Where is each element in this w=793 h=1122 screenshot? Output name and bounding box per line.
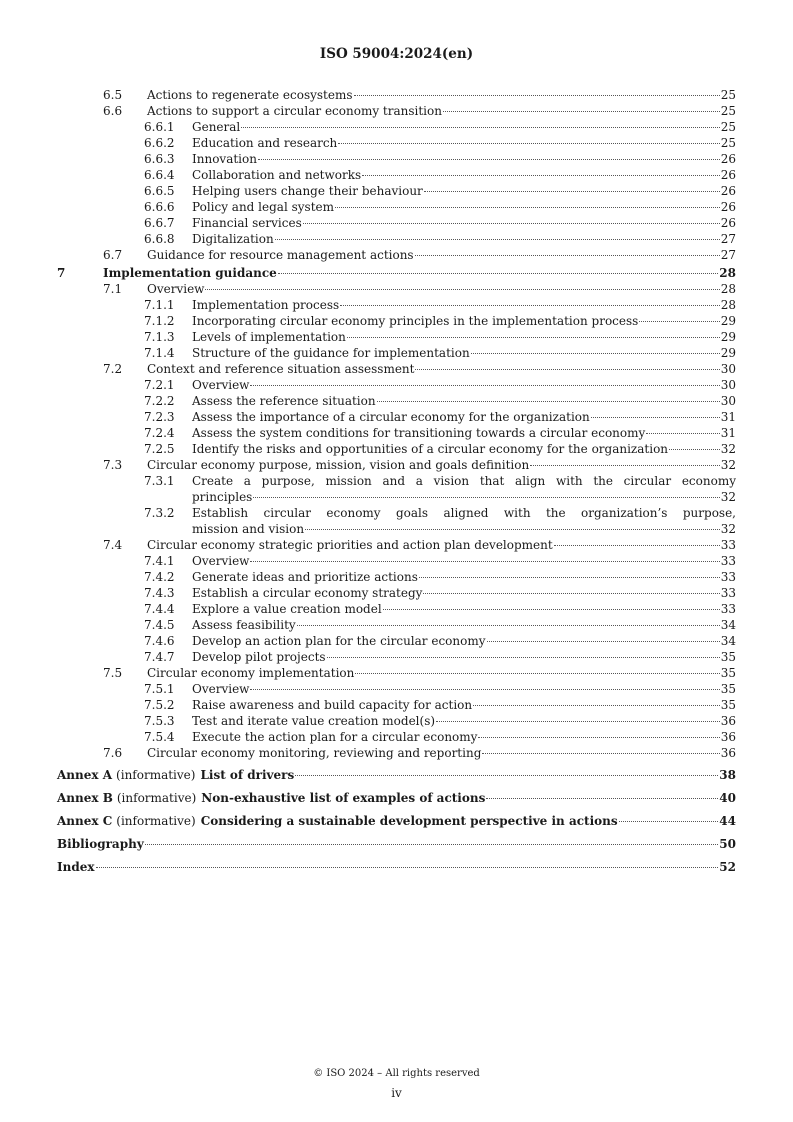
toc-entry-text [192, 151, 736, 167]
toc-entry[interactable] [0, 425, 793, 441]
dot-leader [362, 175, 720, 176]
toc-entry-number: 7.4.1 [144, 554, 175, 568]
toc-annex-entry[interactable] [0, 813, 793, 829]
toc-entry-number: 7.4.4 [144, 602, 175, 616]
toc-entry[interactable] [0, 247, 793, 263]
toc-entry[interactable] [0, 329, 793, 345]
toc-entry-title: Actions to support a circular economy transition [147, 104, 442, 118]
toc-entry[interactable] [0, 135, 793, 151]
toc-entry[interactable] [0, 297, 793, 313]
toc-entry-page: 28 [720, 298, 736, 312]
toc-entry-page: 27 [720, 232, 736, 246]
toc-entry-text [192, 135, 736, 151]
toc-entry[interactable] [0, 601, 793, 617]
toc-entry-title: Circular economy strategic priorities and action plan development [147, 538, 553, 552]
dot-leader [377, 401, 720, 402]
toc-entry-text [192, 569, 736, 585]
toc-entry-continuation [192, 489, 736, 505]
toc-entry-page: 30 [720, 394, 736, 408]
toc-entry-text [192, 473, 736, 505]
toc-entry-title: Establish a circular economy strategy [192, 586, 423, 600]
toc-entry-number: 6.7 [103, 248, 123, 262]
dot-leader [335, 207, 720, 208]
dot-leader [295, 775, 718, 776]
toc-entry-title-continued: principles [192, 490, 253, 504]
dot-leader [303, 223, 720, 224]
toc-entry[interactable] [0, 377, 793, 393]
toc-entry[interactable] [0, 361, 793, 377]
toc-backmatter-entry[interactable] [0, 859, 793, 875]
toc-entry-number: 7.2.3 [144, 410, 175, 424]
toc-entry-title: Develop pilot projects [192, 650, 326, 664]
toc-entry-number: 7.3.1 [144, 474, 175, 488]
dot-leader [443, 111, 720, 112]
dot-leader [258, 159, 720, 160]
dot-leader [419, 577, 720, 578]
footer-copyright: © ISO 2024 – All rights reserved [313, 1068, 480, 1079]
toc-entry-text [192, 231, 736, 247]
toc-entry[interactable] [0, 681, 793, 697]
toc-entry-number: 7.3 [103, 458, 123, 472]
dot-leader [347, 337, 720, 338]
dot-leader [355, 673, 719, 674]
document-header: ISO 59004:2024(en) [319, 46, 474, 62]
toc-entry-text [192, 425, 736, 441]
toc-entry-page: 26 [720, 200, 736, 214]
dot-leader [275, 239, 720, 240]
dot-leader [415, 369, 719, 370]
dot-leader [471, 353, 720, 354]
toc-entry[interactable] [0, 553, 793, 569]
toc-entry-text [192, 409, 736, 425]
toc-entry-title: Education and research [192, 136, 338, 150]
toc-entry-title: Execute the action plan for a circular economy [192, 730, 478, 744]
dot-leader [423, 593, 719, 594]
toc-entry-number: 7.5.3 [144, 714, 175, 728]
toc-entry-text [57, 836, 736, 852]
toc-entry-title: Explore a value creation model [192, 602, 382, 616]
toc-entry-page: 33 [720, 586, 736, 600]
toc-entry-text [57, 859, 736, 875]
dot-leader [415, 255, 720, 256]
toc-entry-number: 7.4.6 [144, 634, 175, 648]
toc-entry-page: 35 [720, 698, 736, 712]
toc-entry[interactable] [0, 617, 793, 633]
toc-entry[interactable] [0, 345, 793, 361]
toc-entry-title: Develop an action plan for the circular economy [192, 634, 486, 648]
toc-entry[interactable] [0, 393, 793, 409]
toc-entry-title: Index [57, 860, 95, 874]
toc-entry-page: 26 [720, 168, 736, 182]
toc-entry-page: 26 [720, 152, 736, 166]
toc-entry-number: 6.6.1 [144, 120, 175, 134]
toc-entry[interactable] [0, 119, 793, 135]
toc-entry-text [192, 199, 736, 215]
toc-entry[interactable] [0, 199, 793, 215]
toc-entry-page: 29 [720, 314, 736, 328]
annex-note: (informative) [116, 791, 197, 805]
toc-entry-number: 7.1.2 [144, 314, 175, 328]
toc-entry-number: 7.1.1 [144, 298, 175, 312]
toc-entry-title: Assess the system conditions for transitioning towards a circular economy [192, 426, 646, 440]
toc-entry-number: 6.6.5 [144, 184, 175, 198]
toc-entry-title: Innovation [192, 152, 257, 166]
toc-entry-title: Policy and legal system [192, 200, 335, 214]
toc-entry-title: Establish circular economy goals aligned with the organization’s purpose, [192, 506, 736, 520]
toc-entry-title-continued: mission and vision [192, 522, 305, 536]
toc-entry-page: 28 [720, 282, 736, 296]
toc-entry-title: General [192, 120, 241, 134]
toc-entry-title: Test and iterate value creation model(s) [192, 714, 436, 728]
toc-entry-number: 7.3.2 [144, 506, 175, 520]
toc-entry-title: Implementation guidance [103, 266, 277, 280]
toc-entry[interactable] [0, 167, 793, 183]
annex-title: Non-exhaustive list of examples of actions [201, 791, 486, 805]
toc-entry-text [192, 345, 736, 361]
toc-entry-number: 7.1.3 [144, 330, 175, 344]
toc-entry[interactable] [0, 473, 793, 505]
dot-leader [478, 737, 719, 738]
toc-entry-page: 40 [719, 791, 736, 805]
footer-page-number: iv [391, 1086, 402, 1100]
toc-entry-title: Identify the risks and opportunities of a circular economy for the organization [192, 442, 669, 456]
toc-entry-page: 29 [720, 330, 736, 344]
dot-leader [619, 821, 719, 822]
toc-entry[interactable] [0, 697, 793, 713]
toc-entry-number: 6.6.6 [144, 200, 175, 214]
dot-leader [250, 385, 719, 386]
toc-entry[interactable] [0, 231, 793, 247]
toc-entry-title: Overview [147, 282, 205, 296]
toc-entry-text [147, 537, 736, 553]
toc-entry-number: 7.5.1 [144, 682, 175, 696]
toc-entry-number: 7.2.4 [144, 426, 175, 440]
toc-entry[interactable] [0, 409, 793, 425]
dot-leader [145, 844, 719, 845]
toc-entry-text [147, 103, 736, 119]
toc-entry-number: 7.6 [103, 746, 123, 760]
toc-entry-number: 7.4.2 [144, 570, 175, 584]
toc-entry-page: 33 [720, 538, 736, 552]
toc-entry-title: Overview [192, 554, 250, 568]
toc-entry-text [192, 329, 736, 345]
toc-entry-title: Structure of the guidance for implementation [192, 346, 470, 360]
dot-leader [250, 561, 719, 562]
toc-entry-text [192, 681, 736, 697]
toc-entry-page: 25 [720, 136, 736, 150]
toc-entry-number: 7.2.5 [144, 442, 175, 456]
toc-entry-text [57, 813, 736, 829]
toc-entry[interactable] [0, 745, 793, 761]
toc-entry-title: Create a purpose, mission and a vision that align with the circular economy [192, 474, 736, 488]
toc-entry-title: Incorporating circular economy principles in the implementation process [192, 314, 639, 328]
annex-label: Annex B [57, 791, 113, 805]
toc-entry-text [192, 649, 736, 665]
toc-entry-number: 6.6.2 [144, 136, 175, 150]
toc-entry-title: Circular economy monitoring, reviewing and reporting [147, 746, 482, 760]
toc-entry-number: 7.5.2 [144, 698, 175, 712]
toc-entry-page: 25 [720, 88, 736, 102]
toc-entry-title: Assess the reference situation [192, 394, 376, 408]
toc-entry-number: 6.6 [103, 104, 123, 118]
toc-entry-text [192, 297, 736, 313]
toc-entry-text [192, 553, 736, 569]
toc-entry-number: 7 [57, 266, 66, 280]
toc-entry-number: 7.2.1 [144, 378, 175, 392]
toc-entry-title: Guidance for resource management actions [147, 248, 414, 262]
toc-entry-page: 34 [720, 618, 736, 632]
dot-leader [338, 143, 719, 144]
dot-leader [305, 529, 720, 530]
toc-entry-page: 25 [720, 104, 736, 118]
toc-entry-number: 7.1.4 [144, 346, 175, 360]
toc-entry-title: Overview [192, 682, 250, 696]
toc-annex-entry[interactable] [0, 767, 793, 783]
toc-entry[interactable] [0, 215, 793, 231]
toc-entry-number: 7.5.4 [144, 730, 175, 744]
toc-entry-page: 36 [720, 730, 736, 744]
toc-entry[interactable] [0, 457, 793, 473]
toc-entry[interactable] [0, 281, 793, 297]
toc-entry-number: 7.2.2 [144, 394, 175, 408]
toc-entry-text [147, 281, 736, 297]
toc-entry-title: Assess the importance of a circular economy for the organization [192, 410, 590, 424]
toc-entry[interactable] [0, 87, 793, 103]
toc-entry-page: 31 [720, 426, 736, 440]
toc-entry-title: Circular economy implementation [147, 666, 355, 680]
toc-entry-page: 26 [720, 184, 736, 198]
toc-entry-text [103, 265, 736, 281]
toc-entry[interactable] [0, 265, 793, 281]
toc-entry-title: Levels of implementation [192, 330, 346, 344]
toc-entry-text [192, 215, 736, 231]
toc-entry[interactable] [0, 713, 793, 729]
toc-entry-text [57, 767, 736, 783]
toc-entry[interactable] [0, 665, 793, 681]
annex-note: (informative) [116, 768, 196, 782]
toc-entry-text [192, 713, 736, 729]
toc-entry[interactable] [0, 569, 793, 585]
toc-entry-page: 50 [719, 837, 736, 851]
toc-entry-text [147, 247, 736, 263]
toc-entry-title: Overview [192, 378, 250, 392]
dot-leader [354, 95, 720, 96]
toc-entry-text [192, 697, 736, 713]
toc-entry-title: Digitalization [192, 232, 274, 246]
toc-entry[interactable] [0, 585, 793, 601]
toc-entry-title: Financial services [192, 216, 302, 230]
toc-entry-title: Circular economy purpose, mission, vision and goals definition [147, 458, 530, 472]
toc-entry-page: 35 [720, 666, 736, 680]
toc-entry[interactable] [0, 649, 793, 665]
toc-entry[interactable] [0, 729, 793, 745]
dot-leader [482, 753, 719, 754]
toc-entry-continuation [192, 521, 736, 537]
toc-entry[interactable] [0, 103, 793, 119]
toc-entry-page: 52 [719, 860, 736, 874]
dot-leader [486, 798, 718, 799]
toc-entry-text [192, 119, 736, 135]
toc-entry-text [147, 361, 736, 377]
toc-entry-page: 32 [720, 442, 736, 456]
annex-label: Annex C [57, 814, 113, 828]
toc-entry-page: 36 [720, 714, 736, 728]
toc-entry[interactable] [0, 633, 793, 649]
toc-entry-title: Collaboration and networks [192, 168, 362, 182]
toc-annex-entry[interactable] [0, 790, 793, 806]
toc-entry-title: Raise awareness and build capacity for action [192, 698, 473, 712]
dot-leader [327, 657, 720, 658]
dot-leader [639, 321, 719, 322]
toc-entry-page: 38 [719, 768, 736, 782]
toc-entry-text [147, 745, 736, 761]
annex-title: Considering a sustainable development perspective in actions [200, 814, 618, 828]
toc-entry-title: Actions to regenerate ecosystems [147, 88, 353, 102]
toc-entry-number: 7.4.7 [144, 650, 175, 664]
dot-leader [424, 191, 720, 192]
toc-entry-number: 7.1 [103, 282, 123, 296]
toc-entry-number: 7.4.5 [144, 618, 175, 632]
toc-entry-text [192, 617, 736, 633]
dot-leader [473, 705, 720, 706]
dot-leader [591, 417, 720, 418]
toc-entry-text [192, 505, 736, 537]
dot-leader [554, 545, 720, 546]
toc-entry-text [192, 441, 736, 457]
annex-note: (informative) [116, 814, 196, 828]
toc-entry-text [192, 167, 736, 183]
toc-entry-page: 27 [720, 248, 736, 262]
toc-entry-page: 32 [720, 490, 736, 504]
toc-entry-page: 29 [720, 346, 736, 360]
toc-entry-text [192, 585, 736, 601]
toc-entry-title: Generate ideas and prioritize actions [192, 570, 418, 584]
toc-entry-page: 31 [720, 410, 736, 424]
toc-entry-page: 36 [720, 746, 736, 760]
toc-entry-page: 33 [720, 570, 736, 584]
toc-entry-page: 44 [719, 814, 736, 828]
toc-entry[interactable] [0, 505, 793, 537]
toc-entry-page: 26 [720, 216, 736, 230]
toc-entry-page: 28 [719, 266, 736, 280]
toc-backmatter-entry[interactable] [0, 836, 793, 852]
toc-entry-page: 34 [720, 634, 736, 648]
toc-entry[interactable] [0, 441, 793, 457]
toc-entry-number: 6.6.7 [144, 216, 175, 230]
toc-entry-number: 6.6.3 [144, 152, 175, 166]
toc-entry-number: 6.6.4 [144, 168, 175, 182]
dot-leader [436, 721, 720, 722]
toc-entry-page: 30 [720, 362, 736, 376]
dot-leader [278, 273, 719, 274]
dot-leader [530, 465, 720, 466]
toc-entry-text [192, 633, 736, 649]
toc-entry-title: Implementation process [192, 298, 340, 312]
toc-entry-page: 35 [720, 650, 736, 664]
toc-entry-text [147, 457, 736, 473]
toc-entry-page: 32 [720, 522, 736, 536]
dot-leader [96, 867, 719, 868]
dot-leader [297, 625, 720, 626]
toc-entry-page: 32 [720, 458, 736, 472]
toc-entry[interactable] [0, 151, 793, 167]
toc-entry-number: 7.2 [103, 362, 123, 376]
toc-entry-page: 30 [720, 378, 736, 392]
dot-leader [340, 305, 720, 306]
toc-entry-page: 25 [720, 120, 736, 134]
dot-leader [669, 449, 720, 450]
dot-leader [205, 289, 719, 290]
toc-entry-number: 6.6.8 [144, 232, 175, 246]
toc-entry-title: Assess feasibility [192, 618, 296, 632]
toc-entry-title: Context and reference situation assessment [147, 362, 415, 376]
toc-entry[interactable] [0, 183, 793, 199]
annex-label: Annex A [57, 768, 113, 782]
toc-entry-page: 35 [720, 682, 736, 696]
dot-leader [241, 127, 719, 128]
toc-entry-number: 7.5 [103, 666, 123, 680]
toc-entry-number: 7.4 [103, 538, 123, 552]
toc-entry-text [147, 665, 736, 681]
toc-entry-page: 33 [720, 554, 736, 568]
toc-entry-number: 6.5 [103, 88, 123, 102]
dot-leader [250, 689, 719, 690]
toc-entry[interactable] [0, 313, 793, 329]
dot-leader [487, 641, 720, 642]
toc-entry-text [192, 601, 736, 617]
dot-leader [646, 433, 719, 434]
annex-title: List of drivers [200, 768, 295, 782]
toc-entry-text [147, 87, 736, 103]
toc-entry-title: Helping users change their behaviour [192, 184, 423, 198]
toc-entry-text [192, 183, 736, 199]
toc-entry-page: 33 [720, 602, 736, 616]
toc-entry-text [57, 790, 736, 806]
dot-leader [253, 497, 719, 498]
dot-leader [383, 609, 720, 610]
toc-entry-title: Bibliography [57, 837, 144, 851]
toc-entry-number: 7.4.3 [144, 586, 175, 600]
toc-entry[interactable] [0, 537, 793, 553]
toc-entry-text [192, 393, 736, 409]
toc-entry-text [192, 313, 736, 329]
toc-entry-text [192, 729, 736, 745]
toc-entry-text [192, 377, 736, 393]
